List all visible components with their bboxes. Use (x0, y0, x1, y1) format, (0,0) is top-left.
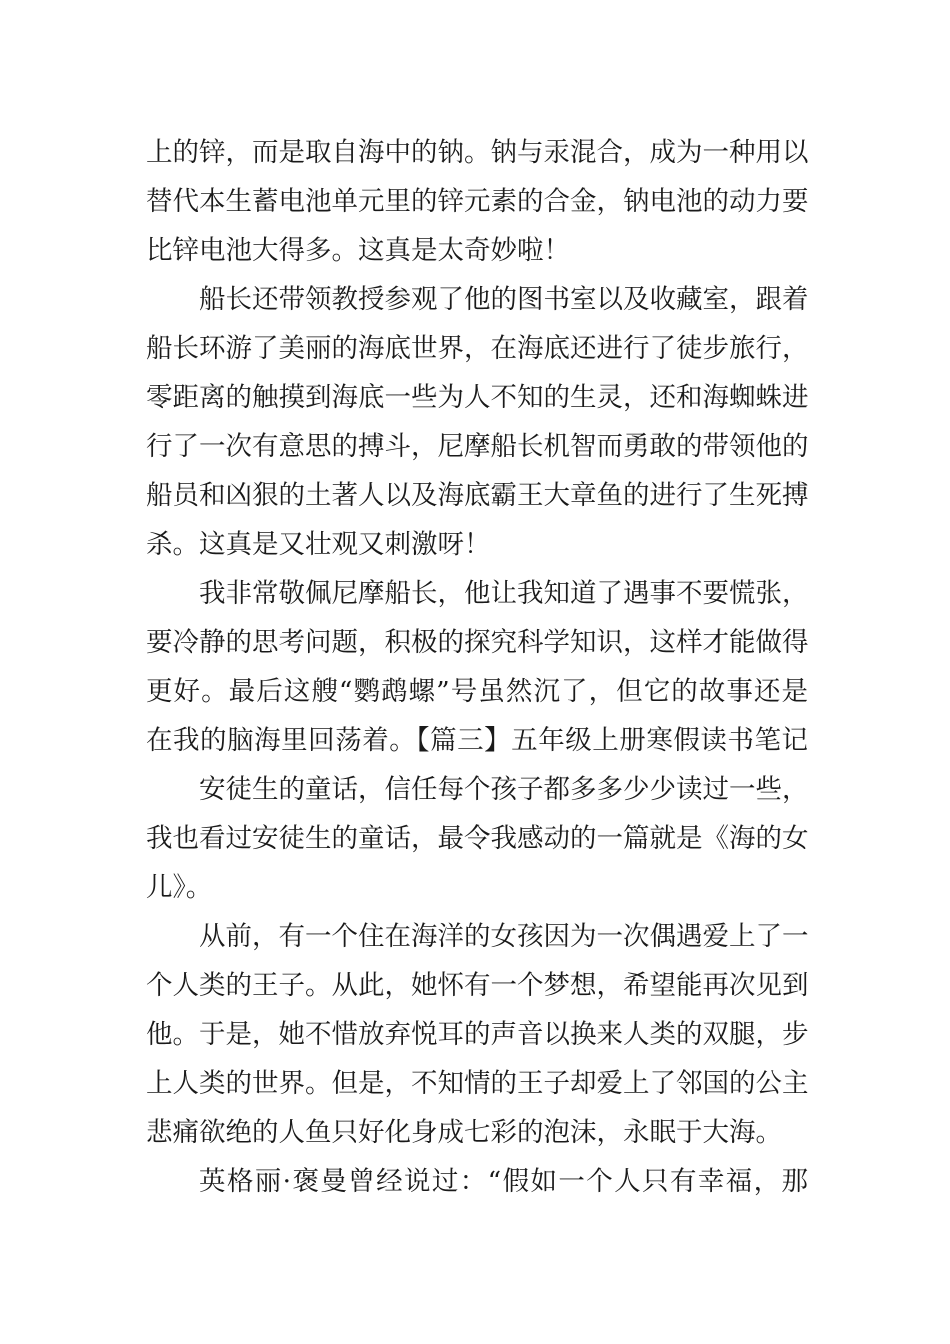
text-line: 船长还带领教授参观了他的图书室以及收藏室，跟着 (199, 284, 808, 315)
text-line: 他。于是，她不惜放弃悦耳的声音以换来人类的双腿，步 (146, 1019, 808, 1050)
text-line: 零距离的触摸到海底一些为人不知的生灵，还和海蜘蛛进 (146, 382, 808, 413)
text-line: 行了一次有意思的搏斗，尼摩船长机智而勇敢的带领他的 (146, 431, 808, 462)
text-line: 要冷静的思考问题，积极的探究科学知识，这样才能做得 (146, 627, 808, 658)
text-line: 我非常敬佩尼摩船长，他让我知道了遇事不要慌张， (199, 578, 808, 609)
text-line: 个人类的王子。从此，她怀有一个梦想，希望能再次见到 (146, 970, 808, 1001)
text-line: 更好。最后这艘“鹦鹉螺”号虽然沉了，但它的故事还是 (146, 676, 808, 707)
text-line: 船员和凶狠的土著人以及海底霸王大章鱼的进行了生死搏 (146, 480, 808, 511)
text-line: 上的锌，而是取自海中的钠。钠与汞混合，成为一种用以 (146, 137, 808, 168)
text-line: 悲痛欲绝的人鱼只好化身成七彩的泡沫，永眠于大海。 (146, 1117, 782, 1148)
text-line: 从前，有一个住在海洋的女孩因为一次偶遇爱上了一 (199, 921, 808, 952)
text-line: 我也看过安徒生的童话，最令我感动的一篇就是《海的女 (146, 823, 808, 854)
text-line: 在我的脑海里回荡着。【篇三】五年级上册寒假读书笔记 (146, 725, 808, 756)
body-text (146, 128, 808, 1206)
text-line: 安徒生的童话，信任每个孩子都多多少少读过一些， (199, 774, 808, 805)
text-line: 船长环游了美丽的海底世界，在海底还进行了徒步旅行， (146, 333, 808, 364)
text-line: 儿》。 (146, 872, 213, 903)
text-line: 英格丽·褒曼曾经说过：“假如一个人只有幸福，那 (199, 1166, 808, 1197)
text-line: 上人类的世界。但是，不知情的王子却爱上了邻国的公主 (146, 1068, 808, 1099)
text-line: 比锌电池大得多。这真是太奇妙啦！ (146, 235, 570, 266)
text-line: 替代本生蓄电池单元里的锌元素的合金，钠电池的动力要 (146, 186, 808, 217)
text-line: 杀。这真是又壮观又刺激呀！ (146, 529, 491, 560)
